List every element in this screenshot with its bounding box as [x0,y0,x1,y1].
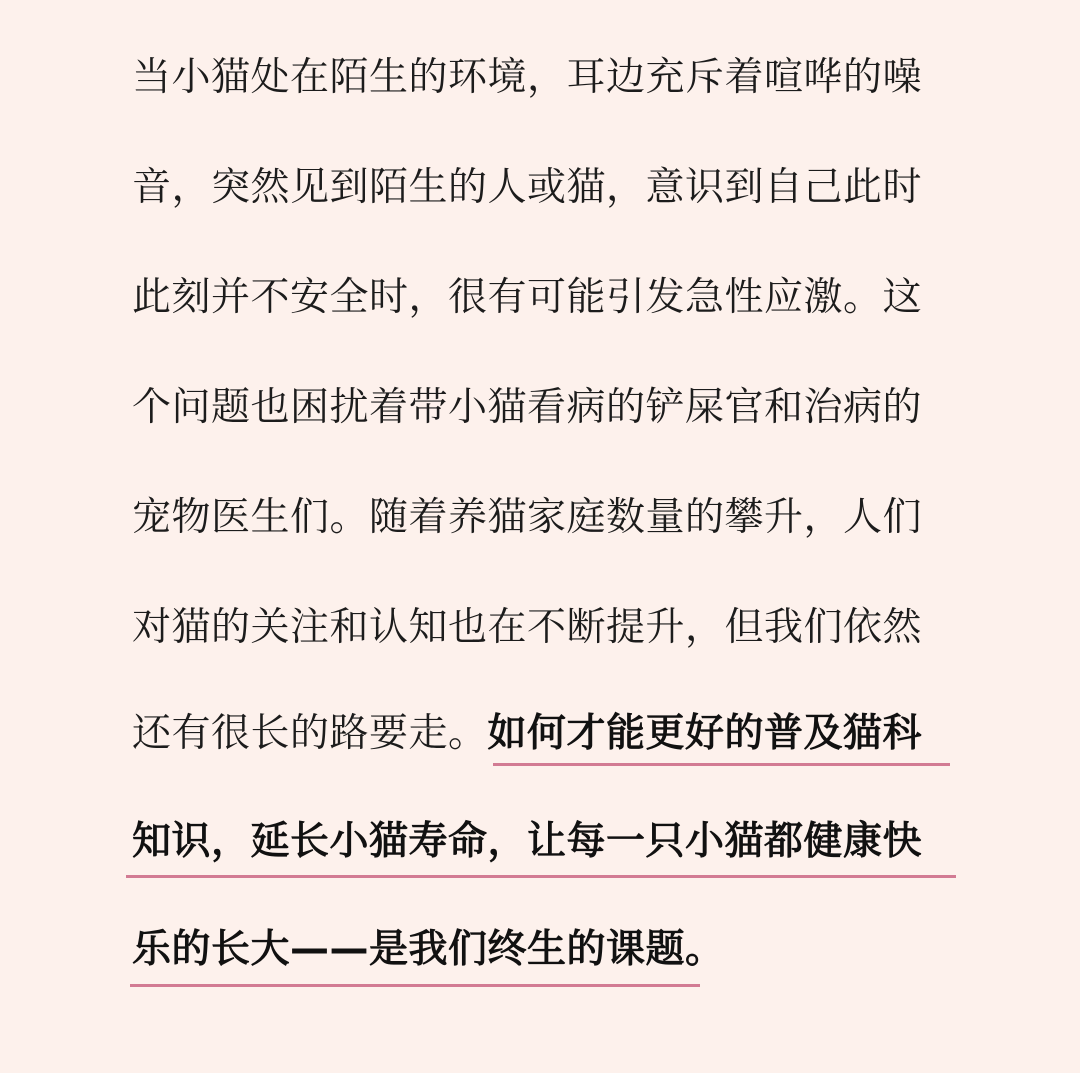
paragraph-line [132,378,922,438]
highlighted-text: 乐的长大——是我们终生的课题。 [132,927,725,972]
paragraph-line [132,704,922,764]
paragraph-line [132,812,922,872]
paragraph-line [132,158,922,218]
highlighted-text: 知识，延长小猫寿命，让每一只小猫都健康快 [132,819,923,864]
paragraph-line [132,598,922,658]
line-text: 当小猫处在陌生的环境，耳边充斥着喧哗的噪 [132,55,923,100]
line-text: 此刻并不安全时，很有可能引发急性应激。这 [132,275,923,320]
highlight-underline [493,763,950,766]
paragraph-line [132,488,922,548]
paragraph-line [132,268,922,328]
line-text: 对猫的关注和认知也在不断提升，但我们依然 [132,605,923,650]
line-text: 宠物医生们。随着养猫家庭数量的攀升，人们 [132,495,923,540]
highlighted-text: 如何才能更好的普及猫科 [487,711,923,756]
paragraph-line [132,920,725,980]
line-text: 还有很长的路要走。 [132,711,488,756]
line-text: 音，突然见到陌生的人或猫，意识到自己此时 [132,165,923,210]
paragraph-line [132,48,922,108]
line-text: 个问题也困扰着带小猫看病的铲屎官和治病的 [132,385,923,430]
highlight-underline [126,875,956,878]
highlight-underline [130,984,700,987]
